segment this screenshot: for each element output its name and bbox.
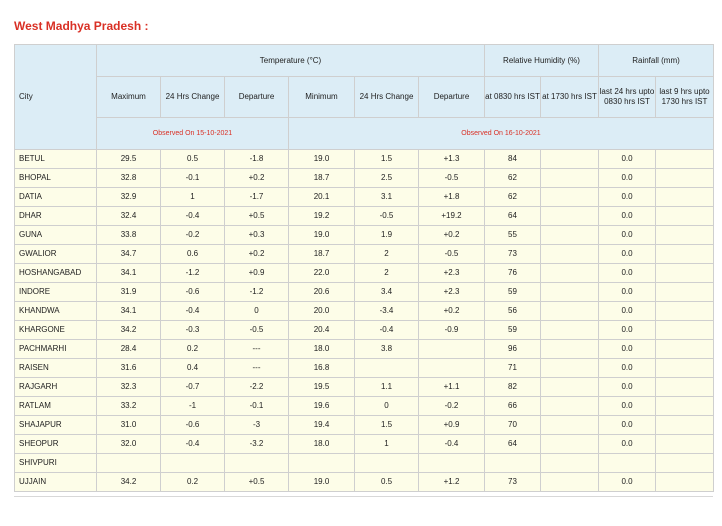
cell-rain9 bbox=[656, 264, 714, 283]
table-row bbox=[15, 264, 714, 283]
cell-chg-max: 0.5 bbox=[161, 150, 225, 169]
cell-min: 18.7 bbox=[289, 245, 355, 264]
cell-rain24: 0.0 bbox=[599, 207, 656, 226]
cell-rain24: 0.0 bbox=[599, 150, 656, 169]
header-rh-0830: at 0830 hrs IST bbox=[485, 77, 541, 118]
table-row bbox=[15, 226, 714, 245]
table-row bbox=[15, 416, 714, 435]
cell-dep-max: -0.1 bbox=[225, 397, 289, 416]
cell-rain24: 0.0 bbox=[599, 226, 656, 245]
cell-max: 32.3 bbox=[97, 378, 161, 397]
cell-rain9 bbox=[656, 245, 714, 264]
cell-chg-max: -0.2 bbox=[161, 226, 225, 245]
cell-dep-max: -1.2 bbox=[225, 283, 289, 302]
cell-rh1: 64 bbox=[485, 207, 541, 226]
cell-dep-min: -0.9 bbox=[419, 321, 485, 340]
cell-rh1: 56 bbox=[485, 302, 541, 321]
cell-rh2 bbox=[541, 283, 599, 302]
cell-min: 19.2 bbox=[289, 207, 355, 226]
cell-dep-min: -0.5 bbox=[419, 169, 485, 188]
cell-city: SHAJAPUR bbox=[15, 416, 97, 435]
cell-chg-min: -0.4 bbox=[355, 321, 419, 340]
cell-rh1: 62 bbox=[485, 169, 541, 188]
cell-rh1: 73 bbox=[485, 245, 541, 264]
cell-city: DATIA bbox=[15, 188, 97, 207]
table-row bbox=[15, 340, 714, 359]
cell-min: 20.0 bbox=[289, 302, 355, 321]
cell-city: KHARGONE bbox=[15, 321, 97, 340]
cell-rh2 bbox=[541, 340, 599, 359]
cell-max: 32.0 bbox=[97, 435, 161, 454]
cell-max: 28.4 bbox=[97, 340, 161, 359]
cell-chg-max: -0.1 bbox=[161, 169, 225, 188]
cell-chg-max: -1 bbox=[161, 397, 225, 416]
cell-dep-max: +0.3 bbox=[225, 226, 289, 245]
cell-rh2 bbox=[541, 321, 599, 340]
cell-chg-min: 2 bbox=[355, 264, 419, 283]
cell-dep-min: -0.5 bbox=[419, 245, 485, 264]
cell-rh2 bbox=[541, 150, 599, 169]
header-change-max: 24 Hrs Change bbox=[161, 77, 225, 118]
cell-rh2 bbox=[541, 454, 599, 473]
table-row bbox=[15, 454, 714, 473]
cell-min: 20.6 bbox=[289, 283, 355, 302]
cell-rain24: 0.0 bbox=[599, 359, 656, 378]
cell-max: 34.7 bbox=[97, 245, 161, 264]
header-rainfall: Rainfall (mm) bbox=[599, 45, 714, 77]
cell-rain24: 0.0 bbox=[599, 302, 656, 321]
cell-dep-min bbox=[419, 359, 485, 378]
cell-dep-max: +0.5 bbox=[225, 207, 289, 226]
cell-min: 19.6 bbox=[289, 397, 355, 416]
cell-max: 34.1 bbox=[97, 264, 161, 283]
cell-city: RATLAM bbox=[15, 397, 97, 416]
cell-rh1: 70 bbox=[485, 416, 541, 435]
cell-rh2 bbox=[541, 378, 599, 397]
observed-date-2: Observed On 16-10-2021 bbox=[289, 118, 714, 150]
cell-chg-min: 3.4 bbox=[355, 283, 419, 302]
cell-chg-min: 0 bbox=[355, 397, 419, 416]
cell-dep-max: +0.5 bbox=[225, 473, 289, 492]
table-row bbox=[15, 169, 714, 188]
cell-dep-max: -2.2 bbox=[225, 378, 289, 397]
cell-max: 34.2 bbox=[97, 473, 161, 492]
cell-rh1: 82 bbox=[485, 378, 541, 397]
cell-dep-min bbox=[419, 454, 485, 473]
cell-rh2 bbox=[541, 226, 599, 245]
cell-chg-max: 0.2 bbox=[161, 340, 225, 359]
cell-rh2 bbox=[541, 264, 599, 283]
header-change-min: 24 Hrs Change bbox=[355, 77, 419, 118]
cell-rh1: 59 bbox=[485, 283, 541, 302]
cell-rh1: 73 bbox=[485, 473, 541, 492]
cell-dep-min: -0.2 bbox=[419, 397, 485, 416]
cell-rh2 bbox=[541, 435, 599, 454]
cell-rain24: 0.0 bbox=[599, 435, 656, 454]
cell-rain24: 0.0 bbox=[599, 188, 656, 207]
table-body bbox=[15, 150, 714, 492]
cell-chg-max: 0.6 bbox=[161, 245, 225, 264]
cell-dep-max: +0.2 bbox=[225, 245, 289, 264]
cell-city: PACHMARHI bbox=[15, 340, 97, 359]
cell-min: 19.5 bbox=[289, 378, 355, 397]
cell-city: UJJAIN bbox=[15, 473, 97, 492]
cell-chg-min: -3.4 bbox=[355, 302, 419, 321]
cell-chg-max: -0.4 bbox=[161, 207, 225, 226]
cell-chg-min: 2.5 bbox=[355, 169, 419, 188]
cell-max: 33.8 bbox=[97, 226, 161, 245]
cell-chg-min: 0.5 bbox=[355, 473, 419, 492]
cell-chg-min: 1.5 bbox=[355, 150, 419, 169]
cell-rain24: 0.0 bbox=[599, 378, 656, 397]
cell-chg-min bbox=[355, 454, 419, 473]
cell-dep-min: +0.2 bbox=[419, 302, 485, 321]
cell-dep-max: +0.9 bbox=[225, 264, 289, 283]
cell-rain9 bbox=[656, 302, 714, 321]
cell-dep-min: +1.2 bbox=[419, 473, 485, 492]
cell-rain24: 0.0 bbox=[599, 264, 656, 283]
cell-chg-min: 2 bbox=[355, 245, 419, 264]
cell-chg-max: 0.4 bbox=[161, 359, 225, 378]
cell-dep-max: -0.5 bbox=[225, 321, 289, 340]
cell-rain9 bbox=[656, 397, 714, 416]
cell-dep-min: +19.2 bbox=[419, 207, 485, 226]
cell-dep-max bbox=[225, 454, 289, 473]
header-humidity: Relative Humidity (%) bbox=[485, 45, 599, 77]
cell-min: 18.7 bbox=[289, 169, 355, 188]
cell-rain9 bbox=[656, 188, 714, 207]
cell-max: 29.5 bbox=[97, 150, 161, 169]
cell-chg-min bbox=[355, 359, 419, 378]
cell-city: GWALIOR bbox=[15, 245, 97, 264]
cell-max: 32.8 bbox=[97, 169, 161, 188]
cell-chg-min: 1.5 bbox=[355, 416, 419, 435]
table-row bbox=[15, 435, 714, 454]
cell-city: INDORE bbox=[15, 283, 97, 302]
cell-rain24 bbox=[599, 454, 656, 473]
cell-rain9 bbox=[656, 473, 714, 492]
table-row bbox=[15, 207, 714, 226]
region-title: West Madhya Pradesh : bbox=[14, 19, 149, 33]
cell-rain9 bbox=[656, 207, 714, 226]
header-departure-max: Departure bbox=[225, 77, 289, 118]
cell-rain9 bbox=[656, 169, 714, 188]
cell-city: BETUL bbox=[15, 150, 97, 169]
cell-dep-max: --- bbox=[225, 340, 289, 359]
cell-rh1: 76 bbox=[485, 264, 541, 283]
cell-rain9 bbox=[656, 435, 714, 454]
table-header bbox=[15, 45, 714, 150]
cell-max: 33.2 bbox=[97, 397, 161, 416]
cell-chg-min: 1.1 bbox=[355, 378, 419, 397]
cell-rain24: 0.0 bbox=[599, 340, 656, 359]
cell-rh1: 66 bbox=[485, 397, 541, 416]
cell-city: RAISEN bbox=[15, 359, 97, 378]
header-minimum: Minimum bbox=[289, 77, 355, 118]
cell-city: SHIVPURI bbox=[15, 454, 97, 473]
cell-city: RAJGARH bbox=[15, 378, 97, 397]
cell-rain9 bbox=[656, 454, 714, 473]
cell-dep-min: +2.3 bbox=[419, 264, 485, 283]
cell-chg-min: 3.1 bbox=[355, 188, 419, 207]
cell-chg-max: -0.3 bbox=[161, 321, 225, 340]
cell-dep-max: 0 bbox=[225, 302, 289, 321]
cell-rain24: 0.0 bbox=[599, 397, 656, 416]
cell-max: 32.9 bbox=[97, 188, 161, 207]
cell-rain9 bbox=[656, 416, 714, 435]
cell-chg-min: 1 bbox=[355, 435, 419, 454]
cell-rain9 bbox=[656, 378, 714, 397]
cell-dep-max: -3 bbox=[225, 416, 289, 435]
cell-rh1: 62 bbox=[485, 188, 541, 207]
cell-rain9 bbox=[656, 226, 714, 245]
cell-min: 16.8 bbox=[289, 359, 355, 378]
cell-city: GUNA bbox=[15, 226, 97, 245]
observed-date-1: Observed On 15-10-2021 bbox=[97, 118, 289, 150]
cell-max bbox=[97, 454, 161, 473]
cell-city: DHAR bbox=[15, 207, 97, 226]
cell-chg-min: -0.5 bbox=[355, 207, 419, 226]
cell-chg-max: 1 bbox=[161, 188, 225, 207]
header-city: City bbox=[15, 45, 97, 150]
cell-rain24: 0.0 bbox=[599, 416, 656, 435]
cell-rh2 bbox=[541, 245, 599, 264]
cell-rh2 bbox=[541, 169, 599, 188]
cell-rain9 bbox=[656, 283, 714, 302]
cell-chg-max: -0.4 bbox=[161, 435, 225, 454]
cell-min: 20.1 bbox=[289, 188, 355, 207]
cell-dep-min: +0.9 bbox=[419, 416, 485, 435]
cell-rain24: 0.0 bbox=[599, 321, 656, 340]
cell-rh2 bbox=[541, 302, 599, 321]
header-maximum: Maximum bbox=[97, 77, 161, 118]
cell-chg-max: -0.7 bbox=[161, 378, 225, 397]
cell-chg-max bbox=[161, 454, 225, 473]
cell-dep-max: -1.7 bbox=[225, 188, 289, 207]
cell-rh1: 64 bbox=[485, 435, 541, 454]
cell-rh1: 55 bbox=[485, 226, 541, 245]
cell-min: 22.0 bbox=[289, 264, 355, 283]
cell-dep-min: +1.3 bbox=[419, 150, 485, 169]
table-row bbox=[15, 378, 714, 397]
cell-rh2 bbox=[541, 188, 599, 207]
cell-max: 32.4 bbox=[97, 207, 161, 226]
table-row bbox=[15, 321, 714, 340]
cell-chg-min: 3.8 bbox=[355, 340, 419, 359]
cell-city: KHANDWA bbox=[15, 302, 97, 321]
cell-rh2 bbox=[541, 397, 599, 416]
cell-rh2 bbox=[541, 416, 599, 435]
cell-dep-min: -0.4 bbox=[419, 435, 485, 454]
cell-chg-max: -0.4 bbox=[161, 302, 225, 321]
cell-city: BHOPAL bbox=[15, 169, 97, 188]
header-rh-1730: at 1730 hrs IST bbox=[541, 77, 599, 118]
cell-max: 34.2 bbox=[97, 321, 161, 340]
cell-min: 19.0 bbox=[289, 150, 355, 169]
header-departure-min: Departure bbox=[419, 77, 485, 118]
cell-rain9 bbox=[656, 321, 714, 340]
cell-min: 20.4 bbox=[289, 321, 355, 340]
cell-max: 34.1 bbox=[97, 302, 161, 321]
cell-min: 19.4 bbox=[289, 416, 355, 435]
divider bbox=[14, 496, 713, 497]
cell-max: 31.0 bbox=[97, 416, 161, 435]
cell-rh2 bbox=[541, 207, 599, 226]
cell-chg-max: -1.2 bbox=[161, 264, 225, 283]
cell-dep-min: +1.8 bbox=[419, 188, 485, 207]
cell-rh1: 59 bbox=[485, 321, 541, 340]
cell-max: 31.9 bbox=[97, 283, 161, 302]
table-row bbox=[15, 188, 714, 207]
cell-rain24: 0.0 bbox=[599, 283, 656, 302]
cell-rh1 bbox=[485, 454, 541, 473]
cell-city: SHEOPUR bbox=[15, 435, 97, 454]
cell-city: HOSHANGABAD bbox=[15, 264, 97, 283]
cell-dep-min bbox=[419, 340, 485, 359]
cell-dep-min: +1.1 bbox=[419, 378, 485, 397]
cell-rain9 bbox=[656, 359, 714, 378]
cell-dep-max: --- bbox=[225, 359, 289, 378]
cell-min: 19.0 bbox=[289, 226, 355, 245]
cell-rain24: 0.0 bbox=[599, 245, 656, 264]
cell-rain24: 0.0 bbox=[599, 473, 656, 492]
table-row bbox=[15, 283, 714, 302]
weather-table bbox=[14, 44, 714, 492]
cell-rh1: 71 bbox=[485, 359, 541, 378]
table-row bbox=[15, 150, 714, 169]
cell-dep-min: +2.3 bbox=[419, 283, 485, 302]
weather-table-wrapper bbox=[14, 44, 713, 492]
cell-rh2 bbox=[541, 359, 599, 378]
cell-max: 31.6 bbox=[97, 359, 161, 378]
table-row bbox=[15, 302, 714, 321]
header-rain-24: last 24 hrs upto 0830 hrs IST bbox=[599, 77, 656, 118]
header-rain-9: last 9 hrs upto 1730 hrs IST bbox=[656, 77, 714, 118]
cell-dep-max: -1.8 bbox=[225, 150, 289, 169]
table-row bbox=[15, 397, 714, 416]
cell-chg-max: 0.2 bbox=[161, 473, 225, 492]
table-row bbox=[15, 245, 714, 264]
cell-dep-min: +0.2 bbox=[419, 226, 485, 245]
cell-rh1: 96 bbox=[485, 340, 541, 359]
cell-min: 18.0 bbox=[289, 340, 355, 359]
cell-dep-max: +0.2 bbox=[225, 169, 289, 188]
cell-rh2 bbox=[541, 473, 599, 492]
cell-chg-max: -0.6 bbox=[161, 283, 225, 302]
table-row bbox=[15, 473, 714, 492]
cell-min: 18.0 bbox=[289, 435, 355, 454]
cell-rain9 bbox=[656, 150, 714, 169]
cell-dep-max: -3.2 bbox=[225, 435, 289, 454]
header-temperature: Temperature (°C) bbox=[97, 45, 485, 77]
cell-rain9 bbox=[656, 340, 714, 359]
cell-chg-max: -0.6 bbox=[161, 416, 225, 435]
cell-chg-min: 1.9 bbox=[355, 226, 419, 245]
cell-min bbox=[289, 454, 355, 473]
table-row bbox=[15, 359, 714, 378]
cell-min: 19.0 bbox=[289, 473, 355, 492]
cell-rh1: 84 bbox=[485, 150, 541, 169]
cell-rain24: 0.0 bbox=[599, 169, 656, 188]
